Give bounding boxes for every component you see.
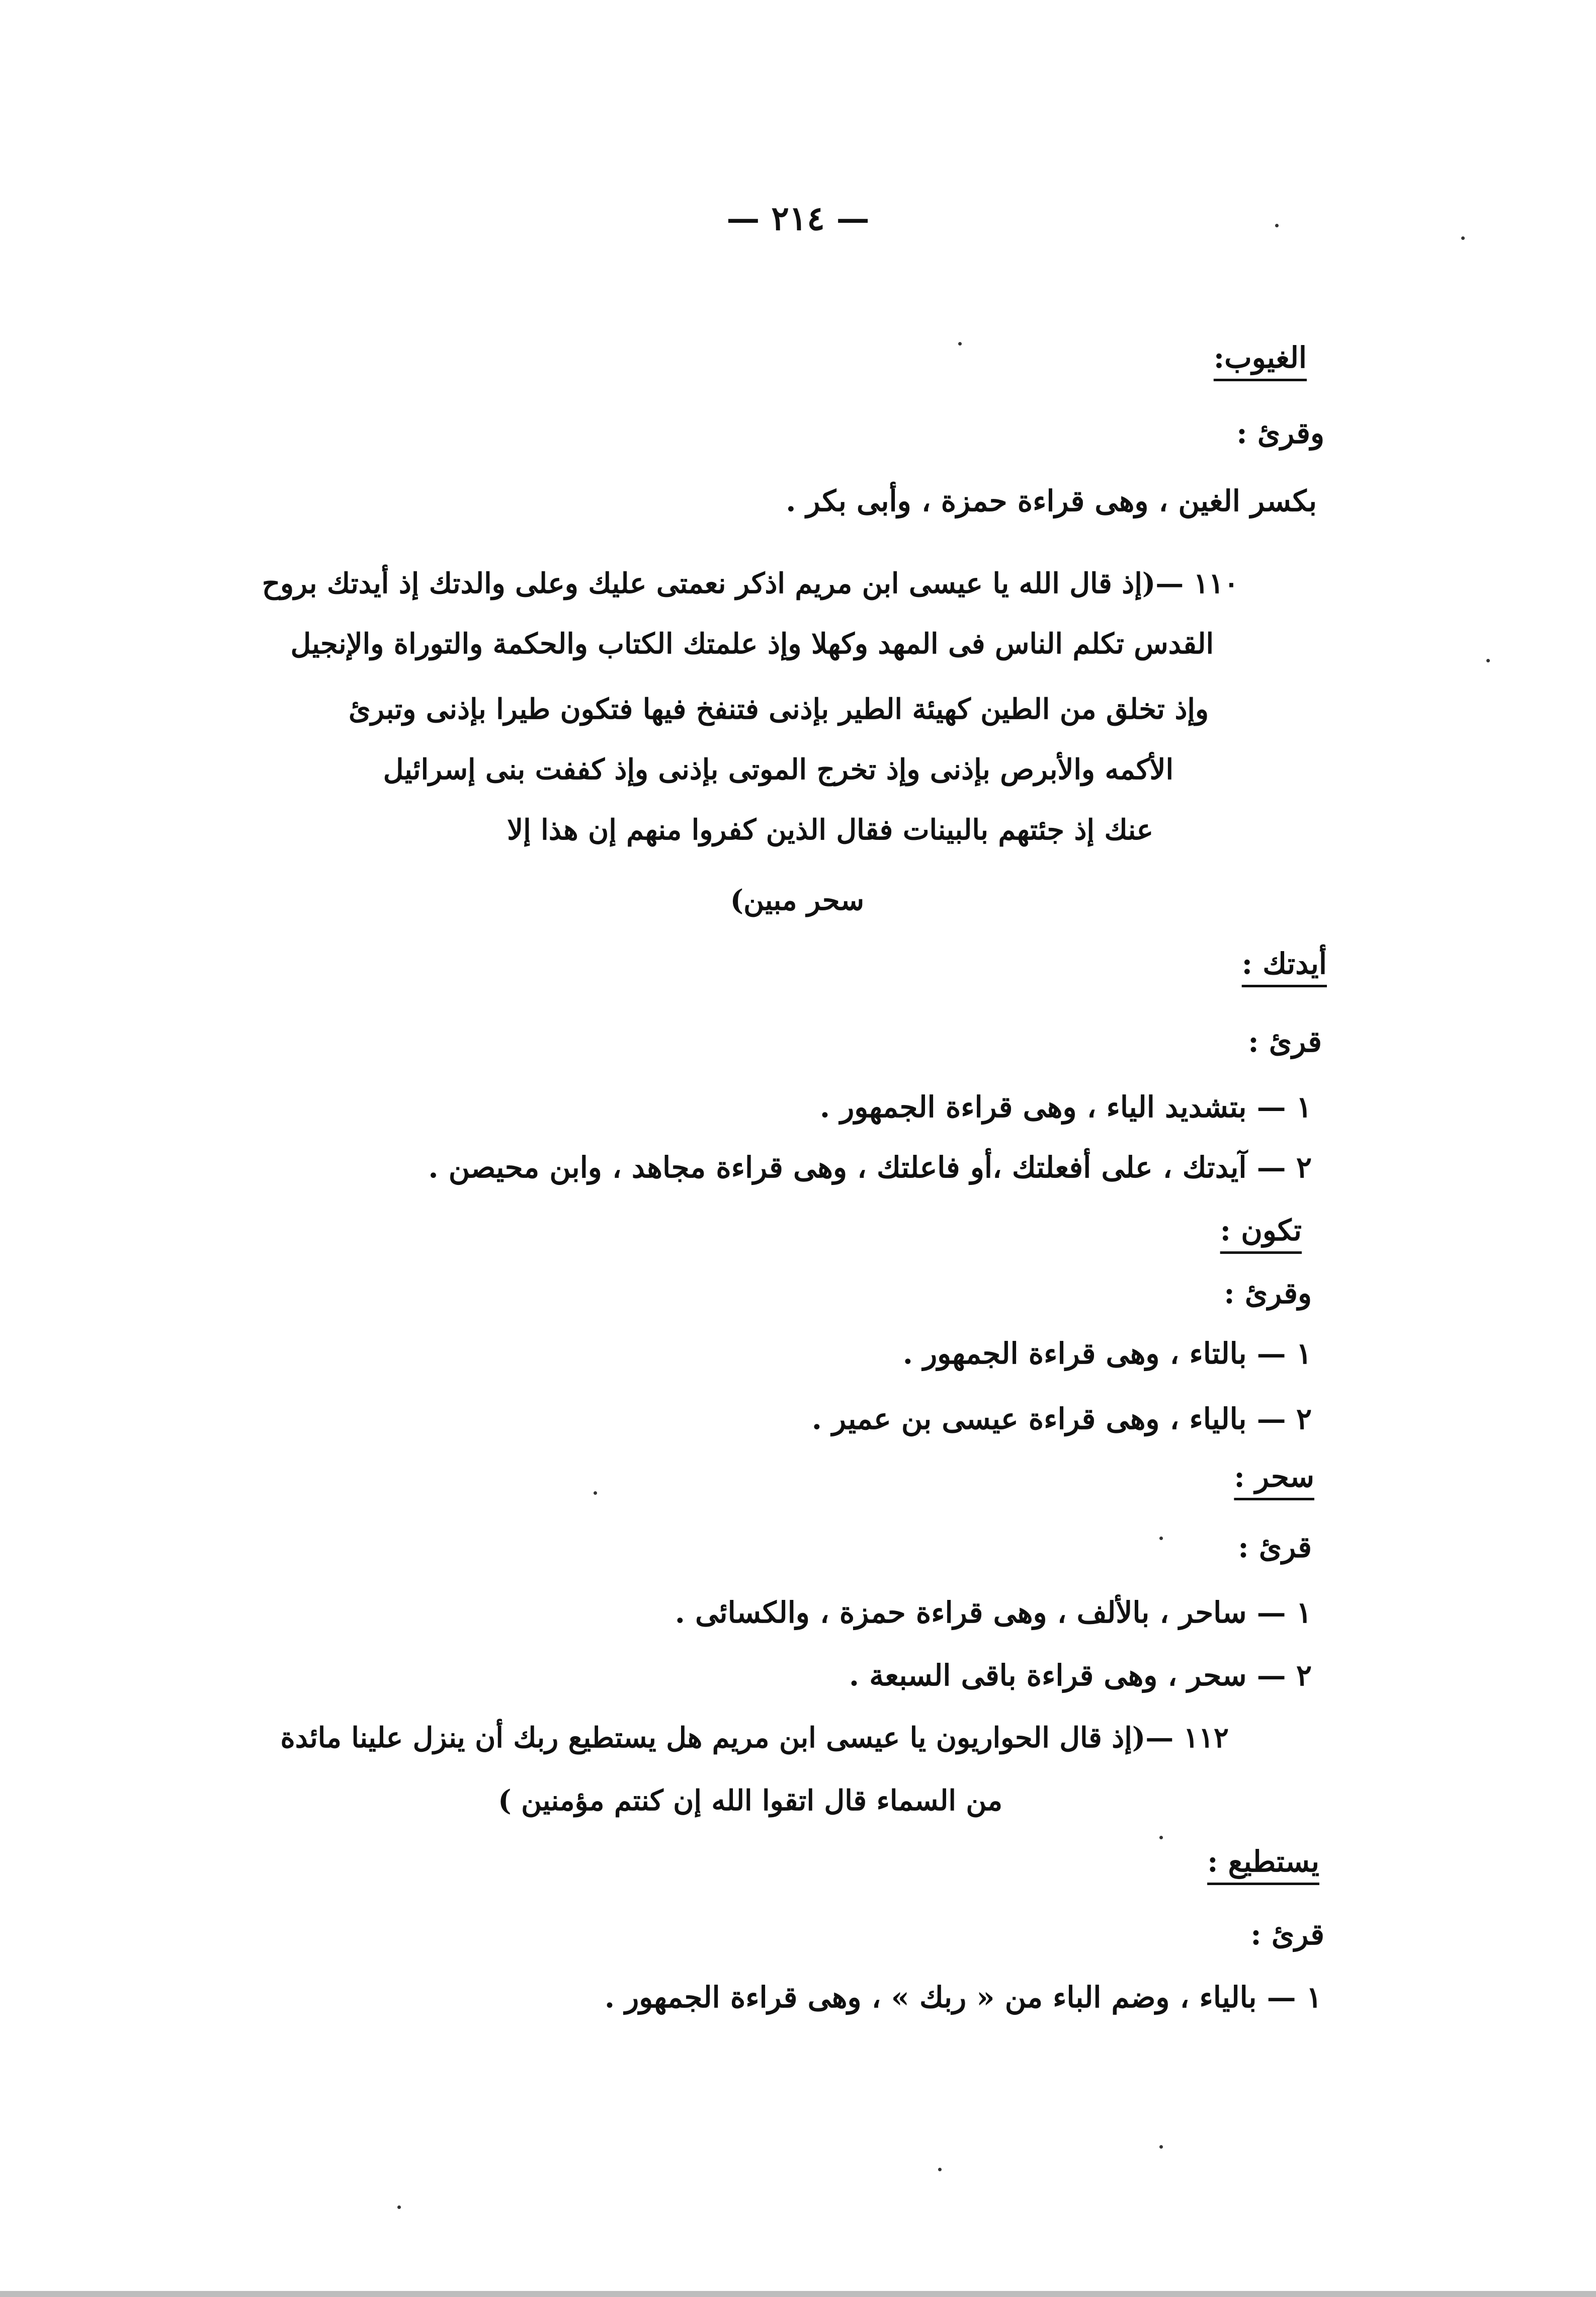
reading-text: بكسر الغين ، وهى قراءة حمزة ، وأبى بكر . [786, 484, 1317, 518]
scan-speck [1486, 659, 1490, 662]
heading-takunu: تكون : [1220, 1213, 1302, 1247]
reading-item: ١ — بالتاء ، وهى قراءة الجمهور . [902, 1336, 1312, 1371]
verse-110-line-4: الأكمه والأبرص بإذنى وإذ تخرج الموتى بإذنى وإذ كففت بنى إسرائيل [383, 753, 1173, 786]
reading-item: ١ — ساحر ، بالألف ، وهى قراءة حمزة ، والكسائى . [675, 1595, 1312, 1630]
scan-speck [938, 2168, 942, 2171]
reading-item: ٢ — سحر ، وهى قراءة باقى السبعة . [849, 1658, 1312, 1692]
verse-110-line-2: القدس تكلم الناس فى المهد وكهلا وإذ علمتك الكتاب والحكمة والتوراة والإنجيل [290, 627, 1214, 660]
scan-speck [1275, 224, 1279, 227]
page-number: — ٢١٤ — [726, 199, 870, 238]
reading-item: ١ — بالياء ، وضم الباء من « ربك » ، وهى قراءة الجمهور . [604, 1980, 1322, 2014]
heading-ayyadtuka: أيدتك : [1241, 947, 1327, 981]
reading-item: ٢ — بالياء ، وهى قراءة عيسى بن عمير . [811, 1402, 1312, 1436]
scan-speck [1159, 1836, 1163, 1839]
scan-speck [1159, 1537, 1163, 1540]
scan-bottom-edge [0, 2291, 1596, 2297]
readings-label: قرئ : [1248, 1025, 1322, 1059]
readings-label: وقرئ : [1236, 416, 1324, 450]
heading-yastati: يستطيع : [1207, 1844, 1319, 1879]
heading-sihr: سحر : [1234, 1460, 1314, 1494]
scan-speck [594, 1491, 597, 1495]
reading-item: ١ — بتشديد الياء ، وهى قراءة الجمهور . [819, 1090, 1312, 1124]
scan-speck [1159, 2145, 1163, 2149]
reading-item: ٢ — آيدتك ، على أفعلتك ،أو فاعلتك ، وهى قراءة مجاهد ، وابن محيصن . [428, 1150, 1312, 1184]
verse-110-line-1: ١١٠ —(إذ قال الله يا عيسى ابن مريم اذكر نعمتى عليك وعلى والدتك إذ أيدتك بروح [262, 567, 1239, 600]
readings-label: وقرئ : [1224, 1276, 1312, 1310]
scan-speck [1461, 236, 1465, 240]
verse-110-line-3: وإذ تخلق من الطين كهيئة الطير بإذنى فتنفخ فيها فتكون طيرا بإذنى وتبرئ [349, 693, 1209, 726]
verse-110-line-6: سحر مبين) [730, 884, 864, 917]
verse-112-line-1: ١١٢ —(إذ قال الحواريون يا عيسى ابن مريم هل يستطيع ربك أن ينزل علينا مائدة [280, 1721, 1229, 1754]
readings-label: قرئ : [1250, 1917, 1324, 1951]
scan-speck [958, 342, 962, 346]
verse-112-line-2: من السماء قال اتقوا الله إن كنتم مؤمنين ) [498, 1784, 1002, 1817]
scan-speck [397, 2205, 401, 2209]
heading-al-ghuyub: الغيوب: [1213, 341, 1307, 375]
verse-110-line-5: عنك إذ جئتهم بالبينات فقال الذين كفروا منهم إن هذا إلا [507, 813, 1153, 846]
readings-label: قرئ : [1238, 1530, 1312, 1564]
